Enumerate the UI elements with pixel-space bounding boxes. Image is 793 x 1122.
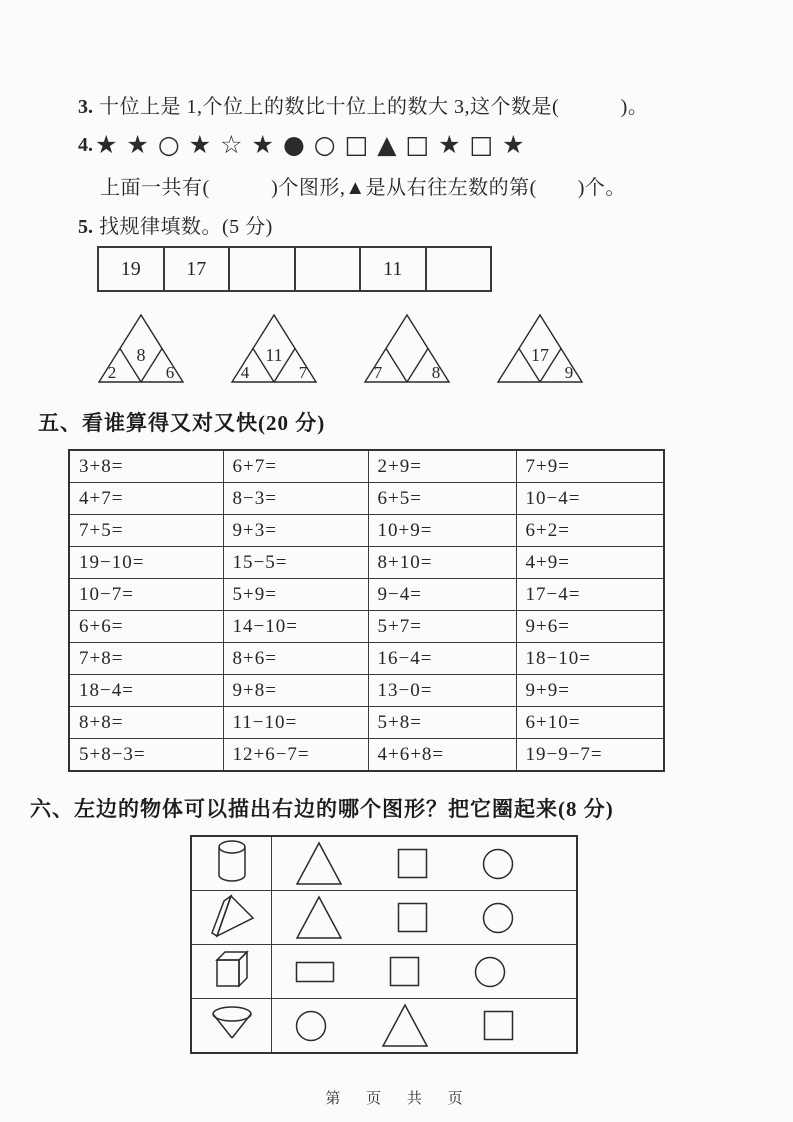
problem-cell: 18−10= [516, 643, 664, 675]
problem-cell: 19−10= [69, 547, 223, 579]
shape-square-outline: □ [344, 130, 369, 159]
problem-row [69, 739, 664, 772]
problem-cell: 8+10= [368, 547, 516, 579]
shape-circle-outline: ○ [313, 130, 336, 159]
problem-cell: 7+5= [69, 515, 223, 547]
problem-cell: 17−4= [516, 579, 664, 611]
problem-cell: 19−9−7= [516, 739, 664, 772]
problem-cell: 6+5= [368, 483, 516, 515]
option-triangle [381, 1003, 429, 1048]
sequence-cell: 11 [359, 248, 425, 290]
problem-cell: 6+10= [516, 707, 664, 739]
shape-star-filled: ★ [188, 130, 212, 159]
shape-star-filled: ★ [502, 130, 525, 159]
problem-cell: 10−7= [69, 579, 223, 611]
problem-row [69, 450, 664, 483]
shape-options [272, 999, 578, 1054]
footer-text: 第 页 共 页 [325, 1091, 468, 1107]
sequence-cell [228, 248, 294, 290]
problem-cell: 5+9= [223, 579, 368, 611]
page-footer [0, 1087, 793, 1108]
svg-text:7: 7 [373, 363, 383, 382]
shape-star-filled: ★ [251, 130, 274, 159]
number-triangle [362, 312, 452, 386]
question-4-shape-sequence [95, 130, 534, 160]
svg-text:2: 2 [107, 363, 117, 382]
shape-star-filled: ★ [95, 130, 118, 159]
number-triangle [229, 312, 319, 386]
problem-cell: 7+8= [69, 643, 223, 675]
option-circle [482, 848, 514, 880]
problem-cell: 4+9= [516, 547, 664, 579]
option-rectangle [295, 961, 335, 983]
wedge-figure [191, 891, 272, 945]
problem-cell: 6+6= [69, 611, 223, 643]
question-5-title: 找规律填数。(5 分) [99, 216, 273, 238]
problem-cell: 3+8= [69, 450, 223, 483]
problem-cell: 8+8= [69, 707, 223, 739]
shape-options [272, 836, 578, 891]
shape-circle-filled: ● [282, 130, 305, 159]
problem-row [69, 611, 664, 643]
problem-cell: 9+9= [516, 675, 664, 707]
problem-cell: 9+6= [516, 611, 664, 643]
option-triangle [295, 895, 343, 940]
sequence-cell [425, 248, 491, 290]
question-4-line2-text: 上面一共有( )个图形,▲是从右往左数的第( )个。 [100, 177, 626, 199]
match-row [191, 945, 577, 999]
problem-row [69, 675, 664, 707]
problem-row [69, 579, 664, 611]
problem-row [69, 643, 664, 675]
problem-cell: 5+8= [368, 707, 516, 739]
problem-row [69, 547, 664, 579]
question-3-text: 十位上是 1,个位上的数比十位上的数大 3,这个数是( )。 [99, 96, 649, 118]
sequence-cell: 17 [163, 248, 229, 290]
problem-cell: 4+7= [69, 483, 223, 515]
problem-row [69, 515, 664, 547]
option-square [389, 956, 420, 987]
problem-cell: 8+6= [223, 643, 368, 675]
problem-cell: 5+7= [368, 611, 516, 643]
cube-figure [191, 945, 272, 999]
shape-square-outline: □ [405, 130, 430, 159]
svg-text:6: 6 [165, 363, 175, 382]
match-row [191, 891, 577, 945]
option-circle [482, 902, 514, 934]
option-square [397, 902, 428, 933]
shape-circle-outline: ○ [157, 130, 180, 159]
shape-matching-table [190, 835, 578, 1054]
svg-text:7: 7 [298, 363, 308, 382]
problem-cell: 5+8−3= [69, 739, 223, 772]
problem-cell: 16−4= [368, 643, 516, 675]
option-square [397, 848, 428, 879]
problem-cell: 13−0= [368, 675, 516, 707]
question-5 [78, 210, 273, 239]
svg-text:8: 8 [431, 363, 441, 382]
svg-text:17: 17 [531, 345, 549, 365]
number-triangle [96, 312, 186, 386]
problem-cell: 10−4= [516, 483, 664, 515]
shape-triangle-filled: ▲ [377, 130, 397, 159]
calculation-table [68, 449, 665, 772]
problem-cell: 9+8= [223, 675, 368, 707]
question-4-line2 [100, 171, 626, 200]
problem-cell: 9−4= [368, 579, 516, 611]
problem-cell: 6+7= [223, 450, 368, 483]
problem-row [69, 707, 664, 739]
problem-cell: 10+9= [368, 515, 516, 547]
shape-options [272, 945, 578, 999]
section-5-title: 五、看谁算得又对又快(20 分) [38, 411, 326, 435]
number-triangle [495, 312, 585, 386]
sequence-cell [294, 248, 360, 290]
number-triangles [96, 312, 585, 386]
option-circle [295, 1010, 327, 1042]
problem-row [69, 483, 664, 515]
svg-text:9: 9 [564, 363, 574, 382]
question-3 [78, 90, 648, 119]
problem-cell: 6+2= [516, 515, 664, 547]
cone-figure [191, 999, 272, 1054]
problem-cell: 12+6−7= [223, 739, 368, 772]
svg-text:8: 8 [136, 345, 146, 365]
question-5-number: 5. [78, 216, 93, 238]
shape-star-filled: ★ [126, 130, 149, 159]
section-6-title: 六、左边的物体可以描出右边的哪个图形？把它圈起来(8 分) [30, 797, 614, 821]
cylinder-figure [191, 836, 272, 891]
option-circle [474, 956, 506, 988]
svg-text:4: 4 [240, 363, 250, 382]
problem-cell: 14−10= [223, 611, 368, 643]
question-3-number: 3. [78, 96, 93, 118]
problem-cell: 2+9= [368, 450, 516, 483]
question-4-number: 4. [78, 133, 93, 156]
sequence-cell: 19 [120, 257, 141, 280]
question-4 [78, 130, 534, 160]
problem-cell: 15−5= [223, 547, 368, 579]
option-square [483, 1010, 514, 1041]
problem-cell: 8−3= [223, 483, 368, 515]
match-row [191, 836, 577, 891]
svg-text:11: 11 [265, 345, 283, 365]
problem-cell: 18−4= [69, 675, 223, 707]
problem-cell: 4+6+8= [368, 739, 516, 772]
shape-star-filled: ★ [438, 130, 461, 159]
problem-cell: 11−10= [223, 707, 368, 739]
shape-options [272, 891, 578, 945]
shape-square-outline: □ [469, 130, 494, 159]
shape-star-outline: ☆ [220, 130, 243, 159]
match-row [191, 999, 577, 1054]
number-sequence-strip [97, 246, 492, 292]
problem-cell: 7+9= [516, 450, 664, 483]
problem-cell: 9+3= [223, 515, 368, 547]
option-triangle [295, 841, 343, 886]
